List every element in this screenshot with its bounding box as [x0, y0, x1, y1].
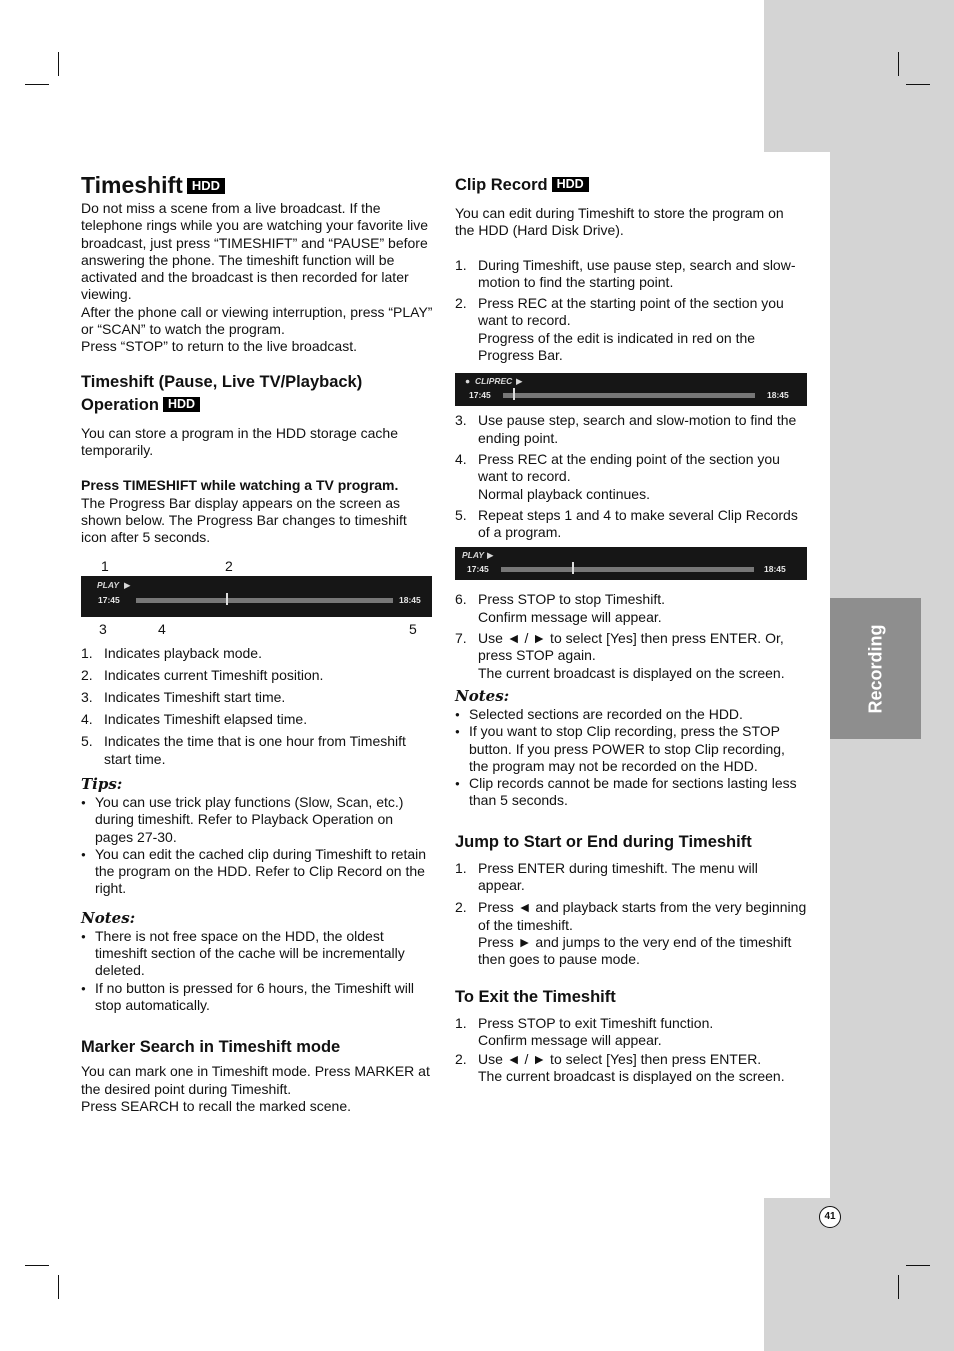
start-time: 17:45 — [98, 595, 120, 606]
clip-steps — [455, 412, 807, 541]
step-item — [455, 899, 807, 968]
step-item — [455, 257, 807, 292]
step-item — [455, 412, 807, 447]
step-text: Press ◄ and playback starts from the very beginning of the timeshift. — [478, 899, 807, 933]
step-text: Confirm message will appear. — [478, 608, 662, 625]
play-mode-label: PLAY — [462, 550, 485, 561]
page-title-text: Timeshift — [81, 172, 183, 198]
note-item: ● Clip records cannot be made for sections lasting less than 5 seconds. — [455, 775, 807, 810]
notes-heading: Notes: — [455, 686, 510, 705]
section-tab — [830, 598, 921, 739]
item-number: 1. — [81, 645, 93, 662]
clip-progress-bar — [455, 373, 807, 406]
item-text: Indicates current Timeshift position. — [104, 667, 324, 684]
section-tab-label: Recording — [865, 623, 885, 714]
clip-mode-label: CLIPREC — [475, 376, 513, 387]
crop-mark — [898, 52, 899, 76]
section-heading-text: Timeshift (Pause, Live TV/Playback) Operation — [81, 372, 363, 414]
progress-track — [503, 393, 755, 398]
play-arrow-icon: ▶ — [516, 376, 523, 387]
progress-bar-figure — [81, 558, 433, 642]
note-item: ● Selected sections are recorded on the HDD. — [455, 706, 807, 723]
callout-2: 2 — [225, 558, 233, 575]
section-heading-clip — [455, 174, 807, 197]
step-item — [455, 507, 807, 542]
step-text: During Timeshift, use pause step, search and slow-motion to find the starting point. — [478, 256, 796, 290]
step-number: 2. — [455, 1051, 467, 1068]
play-arrow-icon: ▶ — [487, 550, 494, 561]
item-text: Indicates playback mode. — [104, 645, 262, 662]
step-number: 6. — [455, 591, 467, 608]
step-number: 5. — [455, 506, 467, 523]
section-heading-pause — [81, 371, 433, 417]
hdd-badge: HDD — [187, 178, 225, 194]
step-text: Press REC at the starting point of the section you want to record. — [478, 295, 784, 329]
crop-mark — [25, 1265, 49, 1266]
step-item — [455, 1051, 807, 1086]
play-mode-label: PLAY — [97, 580, 120, 591]
item-number: 5. — [81, 733, 93, 750]
note-item: ● There is not free space on the HDD, the oldest timeshift section of the cache will be incrementally deleted. — [81, 928, 433, 980]
instruction-bold: Press TIMESHIFT while watching a TV program. — [81, 477, 399, 494]
step-number: 3. — [455, 412, 467, 429]
indicator-list — [81, 645, 433, 768]
start-time: 17:45 — [469, 390, 491, 401]
body-text: You can store a program in the HDD storage cache temporarily. — [81, 424, 398, 458]
intro-paragraph: Press “STOP” to return to the live broadcast. — [81, 338, 357, 355]
step-text: The current broadcast is displayed on the screen. — [478, 1068, 785, 1085]
right-column — [455, 174, 807, 1086]
jump-steps — [455, 860, 807, 969]
note-item: ● If no button is pressed for 6 hours, the Timeshift will stop automatically. — [81, 980, 433, 1015]
callout-3: 3 — [99, 621, 107, 638]
step-number: 1. — [455, 1014, 467, 1031]
item-number: 4. — [81, 711, 93, 728]
progress-bar — [81, 576, 432, 617]
step-item — [455, 630, 807, 682]
list-item — [81, 689, 433, 706]
progress-track — [136, 598, 393, 603]
play-arrow-icon: ▶ — [124, 580, 131, 591]
clip-progress-bar — [455, 547, 807, 580]
section-heading-exit: To Exit the Timeshift — [455, 987, 616, 1006]
crop-mark — [58, 52, 59, 76]
item-text: Indicates the time that is one hour from Timeshift start time. — [104, 733, 406, 767]
margin-band-top — [764, 0, 954, 152]
marker-text: You can mark one in Timeshift mode. Press MARKER at the desired point during Timeshift. — [81, 1063, 430, 1097]
step-item — [455, 295, 807, 364]
item-number: 2. — [81, 667, 93, 684]
step-text: Press STOP to exit Timeshift function. — [478, 1014, 714, 1031]
exit-steps — [455, 1015, 807, 1086]
hdd-badge: HDD — [163, 397, 200, 412]
step-text: Repeat steps 1 and 4 to make several Clip Records of a program. — [478, 506, 798, 541]
hdd-badge: HDD — [552, 177, 589, 192]
list-item — [81, 733, 433, 768]
callout-4: 4 — [158, 621, 166, 638]
list-item — [81, 645, 433, 662]
step-text: Press REC at the ending point of the section you want to record. — [478, 450, 780, 485]
page-title — [81, 170, 433, 200]
section-heading-text: Clip Record — [455, 176, 548, 194]
step-text: Use pause step, search and slow-motion to find the ending point. — [478, 412, 797, 446]
crop-mark — [906, 1265, 930, 1266]
section-heading-jump: Jump to Start or End during Timeshift — [455, 832, 752, 851]
section-heading-marker: Marker Search in Timeshift mode — [81, 1038, 341, 1057]
step-text: Press ► and jumps to the very end of the timeshift then goes to pause mode. — [478, 933, 792, 968]
crop-mark — [898, 1275, 899, 1299]
marker-text: Press SEARCH to recall the marked scene. — [81, 1097, 351, 1114]
crop-mark — [906, 84, 930, 85]
step-number: 2. — [455, 899, 467, 916]
step-text: Normal playback continues. — [478, 485, 650, 502]
margin-band-bottom — [764, 1198, 954, 1351]
end-time: 18:45 — [399, 595, 421, 606]
start-time: 17:45 — [467, 564, 489, 575]
clip-intro: You can edit during Timeshift to store the program on the HDD (Hard Disk Drive). — [455, 205, 784, 239]
step-text: Progress of the edit is indicated in red on the Progress Bar. — [478, 329, 756, 364]
position-marker — [513, 388, 515, 400]
step-number: 1. — [455, 256, 467, 273]
notes-heading: Notes: — [81, 908, 136, 927]
end-time: 18:45 — [764, 564, 786, 575]
step-text: The current broadcast is displayed on the screen. — [478, 664, 785, 681]
item-text: Indicates Timeshift elapsed time. — [104, 711, 308, 728]
progress-track — [501, 567, 754, 572]
page-number: 41 — [819, 1206, 841, 1228]
step-number: 7. — [455, 630, 467, 647]
step-item — [455, 860, 807, 895]
tip-item: ● You can use trick play functions (Slow, Scan, etc.) during timeshift. Refer to Playback Operation on pages 27-30. — [81, 794, 433, 846]
step-text: Press ENTER during timeshift. The menu will appear. — [478, 859, 758, 894]
callout-1: 1 — [101, 558, 109, 575]
clip-steps — [455, 257, 807, 365]
position-marker — [226, 593, 228, 605]
item-number: 3. — [81, 689, 93, 706]
note-item: ● If you want to stop Clip recording, press the STOP button. If you press POWER to stop Clip recording, the program may not be recorded on the HDD. — [455, 723, 807, 775]
step-number: 1. — [455, 859, 467, 876]
position-marker — [572, 562, 574, 574]
step-text: Use ◄ / ► to select [Yes] then press ENTER. — [478, 1051, 762, 1068]
record-dot-icon: ● — [465, 376, 471, 387]
tips-heading: Tips: — [81, 774, 123, 793]
intro-paragraph: Do not miss a scene from a live broadcast. If the telephone rings while you are watching your favorite live broadcast, just press “TIMESHIFT” and “PAUSE” before answering the phone. The timeshift function will be activated and the broadcast is then recorded for later viewing. — [81, 200, 429, 303]
tip-item: ● You can edit the cached clip during Timeshift to retain the program on the HDD. Refer to Clip Record on the right. — [81, 846, 433, 898]
step-number: 2. — [455, 295, 467, 312]
step-text: Press STOP to stop Timeshift. — [478, 591, 665, 608]
step-item — [455, 1015, 807, 1050]
crop-mark — [58, 1275, 59, 1299]
end-time: 18:45 — [767, 390, 789, 401]
instruction-text: The Progress Bar display appears on the screen as shown below. The Progress Bar changes to timeshift icon after 5 seconds. — [81, 494, 407, 546]
left-column — [81, 170, 433, 1115]
step-text: Confirm message will appear. — [478, 1031, 662, 1048]
clip-steps — [455, 591, 807, 681]
step-item — [455, 451, 807, 503]
step-text: Use ◄ / ► to select [Yes] then press ENTER. Or, press STOP again. — [478, 630, 784, 664]
list-item — [81, 711, 433, 728]
intro-paragraph: After the phone call or viewing interruption, press “PLAY” or “SCAN” to watch the program. — [81, 303, 433, 338]
callout-5: 5 — [409, 621, 417, 638]
item-text: Indicates Timeshift start time. — [104, 689, 286, 706]
step-item — [455, 591, 807, 626]
list-item — [81, 667, 433, 684]
crop-mark — [25, 84, 49, 85]
step-number: 4. — [455, 450, 467, 467]
